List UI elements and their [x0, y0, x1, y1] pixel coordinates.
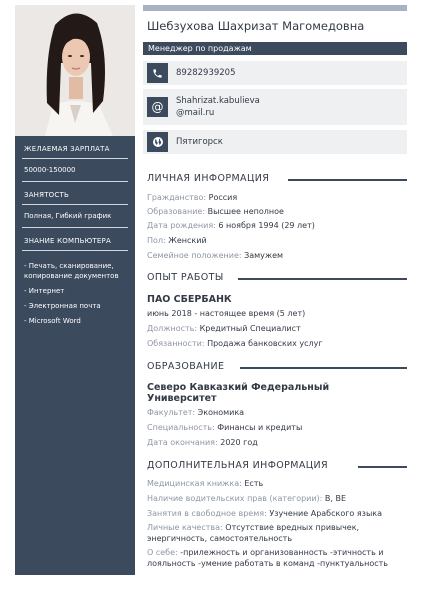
- experience-heading: ОПЫТ РАБОТЫ: [147, 272, 224, 283]
- info-row: Образование: Высшее неполное: [147, 207, 284, 216]
- section-rule: [238, 278, 407, 280]
- full-name: Шебзухова Шахризат Магомедовна: [147, 19, 365, 33]
- info-row: Должность: Кредитный Специалист: [147, 324, 301, 333]
- divider: [22, 158, 128, 159]
- info-row: Факультет: Экономика: [147, 408, 245, 417]
- section-rule: [288, 179, 407, 181]
- phone-number[interactable]: 89282939205: [176, 68, 236, 78]
- salary-value: 50000-150000: [24, 166, 76, 174]
- job-title: Менеджер по продажам: [143, 42, 407, 55]
- info-row: Специальность: Финансы и кредиты: [147, 423, 303, 432]
- employment-value: Полная, Гибкий график: [24, 212, 112, 220]
- profile-photo: [15, 5, 135, 136]
- employment-heading: ЗАНЯТОСТЬ: [24, 191, 69, 199]
- info-row: Семейное положение: Замужем: [147, 251, 284, 260]
- divider: [22, 204, 128, 205]
- city: Пятигорск: [176, 137, 223, 147]
- globe-icon: [147, 132, 168, 152]
- sidebar-content: [15, 142, 135, 331]
- additional-info-heading: ДОПОЛНИТЕЛЬНАЯ ИНФОРМАЦИЯ: [147, 460, 329, 471]
- skill-item: - Microsoft Word: [24, 317, 81, 325]
- info-row: Обязанности: Продажа банковских услуг: [147, 339, 323, 348]
- section-rule: [358, 466, 407, 468]
- divider: [22, 181, 128, 182]
- contact-phone: [143, 61, 407, 85]
- section-rule: [240, 367, 407, 369]
- salary-heading: ЖЕЛАЕМАЯ ЗАРПЛАТА: [24, 145, 110, 153]
- education-heading: ОБРАЗОВАНИЕ: [147, 361, 225, 372]
- email-address-line2[interactable]: @mail.ru: [176, 108, 215, 118]
- skill-item: - Интернет: [24, 287, 65, 295]
- personal-info-heading: ЛИЧНАЯ ИНФОРМАЦИЯ: [147, 173, 270, 184]
- contact-city: [143, 130, 407, 154]
- info-row: Пол: Женский: [147, 236, 207, 245]
- info-row: Дата рождения: 6 ноября 1994 (29 лет): [147, 221, 315, 230]
- company-name: ПАО СБЕРБАНК: [147, 294, 232, 305]
- info-row: Гражданство: Россия: [147, 193, 238, 202]
- info-row: Личные качества: Отсутствие вредных привычек, энергичность, самостоятельность: [147, 523, 360, 543]
- info-row: Дата окончания: 2020 год: [147, 438, 258, 447]
- phone-icon: [147, 63, 168, 83]
- header-accent-bar: [143, 5, 407, 11]
- info-row: Медицинская книжка: Есть: [147, 479, 264, 488]
- divider: [22, 227, 128, 228]
- info-row: Занятия в свободное время: Узучение Арабского языка: [147, 509, 382, 518]
- skill-item: - Печать, сканирование, копирование документов: [24, 262, 119, 280]
- email-icon: @: [147, 97, 168, 117]
- contact-email: [143, 89, 407, 125]
- divider: [22, 250, 128, 251]
- university-name: Северо Кавказкий Федеральный Университет: [147, 382, 330, 404]
- info-row: О себе: -прилежность и организованность -этичность и лояльность -умение работать в команд -пунктуальность: [147, 548, 389, 568]
- info-row: Наличие водительских прав (категории): B, BE: [147, 494, 347, 503]
- work-period: июнь 2018 - настоящее время (5 лет): [147, 309, 306, 318]
- skill-item: - Электронная почта: [24, 302, 101, 310]
- email-address-line1[interactable]: Shahrizat.kabulieva: [176, 96, 260, 106]
- computer-skills-heading: ЗНАНИЕ КОМПЬЮТЕРА: [24, 237, 111, 245]
